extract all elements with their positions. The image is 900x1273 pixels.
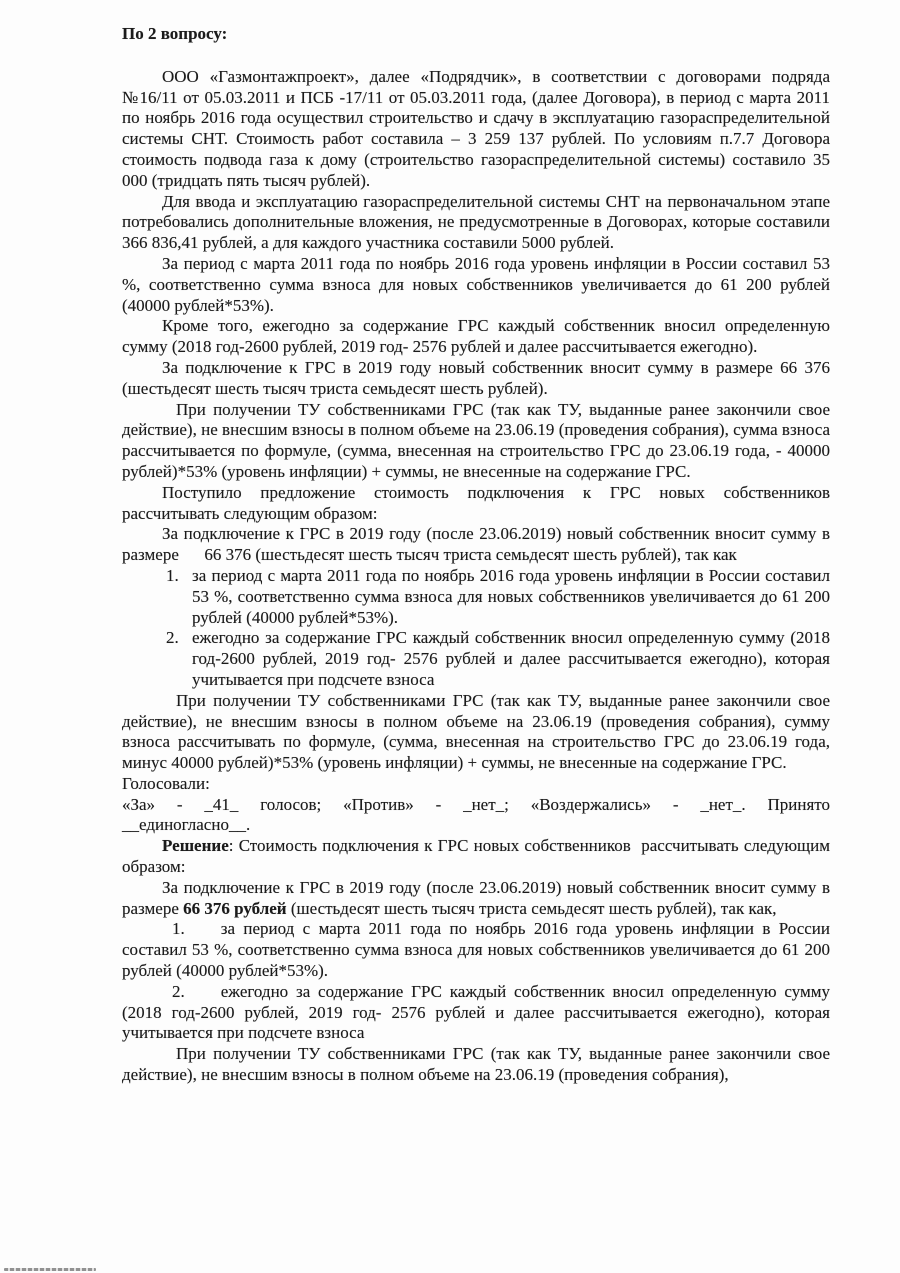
- paragraph-proposal-intro: Поступило предложение стоимость подключения к ГРС новых собственников рассчитывать следующим образом:: [122, 482, 830, 523]
- paragraph-inflation: За период с марта 2011 года по ноябрь 2016 года уровень инфляции в России составил 53 %, соответственно сумма взноса для новых собственников увеличивается до 61 200 рублей (40000 рублей*53%).: [122, 253, 830, 315]
- resolution-connection-amount: 66 376 рублей: [183, 898, 287, 918]
- list-marker: 2.: [166, 628, 179, 648]
- paragraph-maintenance: Кроме того, ежегодно за содержание ГРС каждый собственник вносил определенную сумму (2018 год-2600 рублей, 2019 год- 2576 рублей и далее рассчитывается ежегодно).: [122, 316, 830, 357]
- resolution-label-text: Решение: [162, 836, 229, 856]
- list-item-text: ежегодно за содержание ГРС каждый собственник вносил определенную сумму (2018 год-2600 рублей, 2019 год- 2576 рублей и далее рассчитывается ежегодно), которая учитывается при подсчете взноса: [122, 981, 830, 1043]
- paragraph-connection-2019: За подключение к ГРС в 2019 году новый собственник вносит сумму в размере 66 376 (шестьдесят шесть тысяч триста семьдесят шесть рублей).: [122, 357, 830, 398]
- paragraph-proposal-connection: За подключение к ГРС в 2019 году (после 23.06.2019) новый собственник вносит сумму в размере 66 376 (шестьдесят шесть тысяч триста семьдесят шесть рублей), так как: [122, 524, 830, 565]
- list-item-text: ежегодно за содержание ГРС каждый собственник вносил определенную сумму (2018 год-2600 рублей, 2019 год- 2576 рублей и далее рассчитывается ежегодно), которая учитывается при подсчете взноса: [192, 628, 830, 689]
- scan-artifact: [4, 1268, 96, 1271]
- resolution-connection-post: (шестьдесят шесть тысяч триста семьдесят шесть рублей), так как,: [286, 898, 777, 918]
- list-marker: 1.: [172, 919, 185, 939]
- list-marker: 2.: [172, 981, 185, 1001]
- resolution-list-item-2: [122, 982, 830, 1044]
- proposal-list-item-1: [122, 566, 830, 628]
- proposal-list-item-2: [122, 628, 830, 690]
- paragraph-tu-final: При получении ТУ собственниками ГРС (так как ТУ, выданные ранее закончили свое действие), не внесшим взносы в полном объеме на 23.06.19 (проведения собрания),: [122, 1044, 830, 1085]
- list-marker: 1.: [166, 565, 179, 585]
- paragraph-tu-formula-1: При получении ТУ собственниками ГРС (так как ТУ, выданные ранее закончили свое действие), не внесшим взносы в полном объеме на 23.06.19 (проведения собрания), сумма взноса рассчитывается по формуле, (сумма, внесенная на строительство ГРС до 23.06.19 года, - 40000 рублей)*53% (уровень инфляции) + суммы, не внесенные на содержание ГРС.: [122, 399, 830, 481]
- section-heading: По 2 вопросу:: [122, 24, 228, 43]
- paragraph-extra-costs: Для ввода и эксплуатацию газораспределительной системы СНТ на первоначальном этапе потребовались дополнительные вложения, не предусмотренные в Договорах, которые составили 366 836,41 рублей, а для каждого участника составили 5000 рублей.: [122, 191, 830, 253]
- resolution-rest: : Стоимость подключения к ГРС новых собственников рассчитывать следующим образом:: [122, 836, 830, 877]
- list-item-text: за период с марта 2011 года по ноябрь 2016 года уровень инфляции в России составил 53 %, соответственно сумма взноса для новых собственников увеличивается до 61 200 рублей (40000 рублей*53%).: [192, 565, 830, 627]
- list-item-text: за период с марта 2011 года по ноябрь 2016 года уровень инфляции в России составил 53 %, соответственно сумма взноса для новых собственников увеличивается до 61 200 рублей (40000 рублей*53%).: [122, 919, 830, 981]
- voted-label: Голосовали:: [122, 773, 210, 793]
- paragraph-resolution-connection: [122, 878, 830, 920]
- vote-results: «За» - _41_ голосов; «Против» - _нет_; «Воздержались» - _нет_. Принято __единогласно__.: [122, 794, 830, 835]
- proposal-list: [122, 566, 830, 691]
- paragraph-tu-formula-2: При получении ТУ собственниками ГРС (так как ТУ, выданные ранее закончили свое действие), не внесшим взносы в полном объеме на 23.06.19 (проведения собрания), сумму взноса рассчитывать по формуле, (сумма, внесенная на строительство ГРС до 23.06.19 года, минус 40000 рублей)*53% (уровень инфляции) + суммы, не внесенные на содержание ГРС.: [122, 690, 830, 773]
- paragraph-contract: ООО «Газмонтажпроект», далее «Подрядчик», в соответствии с договорами подряда №16/11 от 05.03.2011 и ПСБ -17/11 от 05.03.2011 года, (далее Договора), в период с марта 2011 по ноябрь 2016 года осуществил строительство и сдачу в эксплуатацию газораспределительной системы СНТ. Стоимость работ составила – 3 259 137 рублей. По условиям п.7.7 Договора стоимость подвода газа к дому (строительство газораспределительной системы) составило 35 000 (тридцать пять тысяч рублей).: [122, 66, 830, 190]
- paragraph-resolution: [122, 836, 830, 878]
- resolution-connection-pre: За подключение к ГРС в 2019 году (после 23.06.2019) новый собственник вносит сумму в размере: [122, 877, 830, 918]
- resolution-list-item-1: [122, 919, 830, 981]
